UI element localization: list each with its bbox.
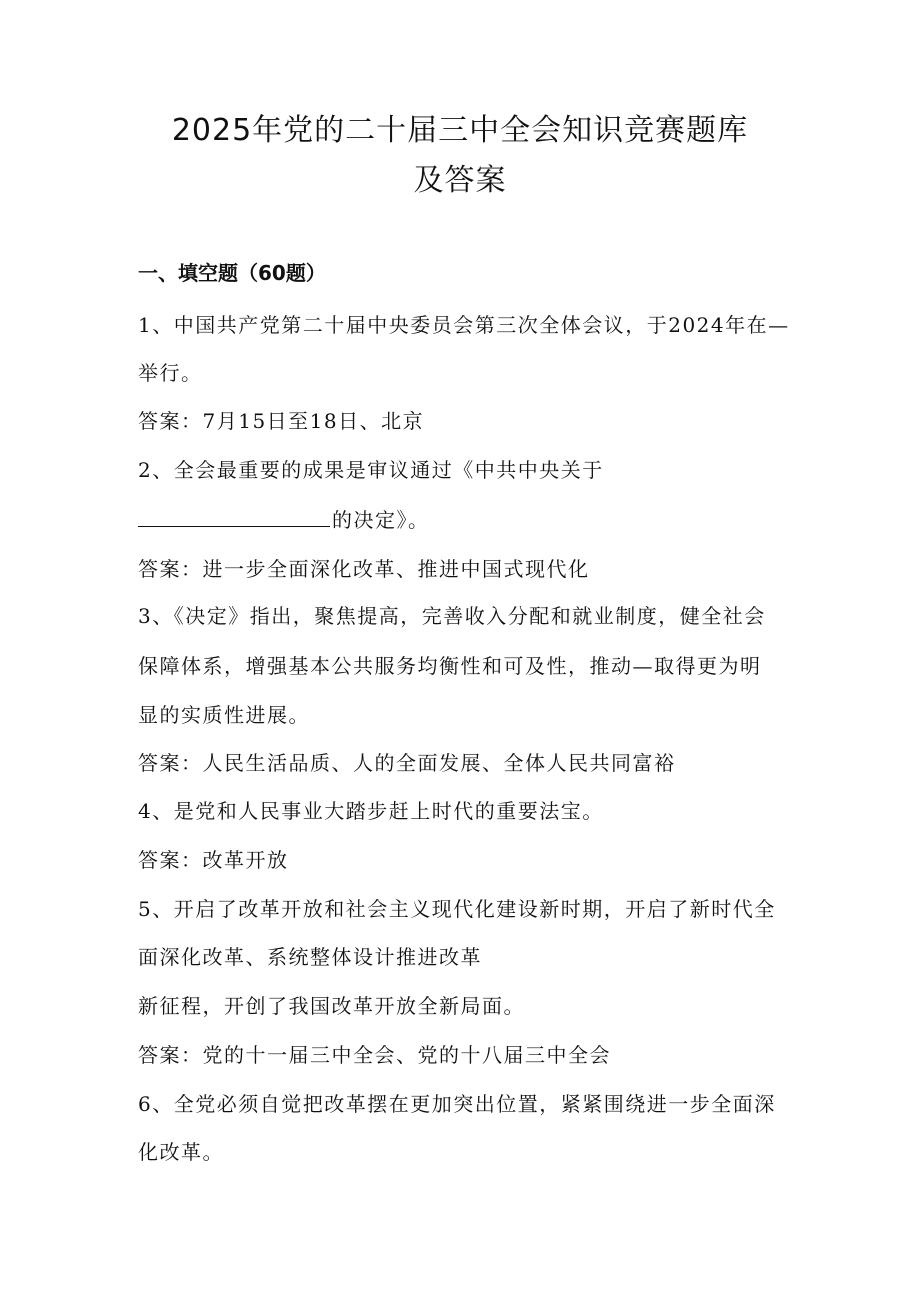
- answer-5: 答案：党的十一届三中全会、党的十八届三中全会: [138, 1043, 611, 1067]
- answer-4: 答案：改革开放: [138, 848, 289, 872]
- question-1-line-2: 举行。: [138, 361, 203, 385]
- fill-in-blank: [138, 508, 330, 527]
- question-5-line-2: 面深化改革、系统整体设计推进改革: [138, 945, 482, 969]
- question-2-suffix: 的决定》。: [332, 508, 430, 532]
- question-3-line-2: 保障体系，增强基本公共服务均衡性和可及性，推动—取得更为明: [138, 654, 762, 678]
- section-heading: 一、填空题（60题）: [138, 261, 326, 285]
- question-3-line-1: 3、《决定》指出，聚焦提高，完善收入分配和就业制度，健全社会: [138, 604, 766, 628]
- answer-3: 答案：人民生活品质、人的全面发展、全体人民共同富裕: [138, 751, 676, 775]
- question-4-line-1: 4、是党和人民事业大踏步赶上时代的重要法宝。: [138, 799, 604, 823]
- answer-1: 答案：7月15日至18日、北京: [138, 409, 425, 433]
- document-title-line2: 及答案: [413, 163, 507, 198]
- question-6-line-1: 6、全党必须自觉把改革摆在更加突出位置，紧紧围绕进一步全面深: [138, 1092, 776, 1116]
- question-2-line-1: 2、全会最重要的成果是审议通过《中共中央关于: [138, 458, 604, 482]
- answer-2: 答案：进一步全面深化改革、推进中国式现代化: [138, 557, 590, 581]
- question-6-line-2: 化改革。: [138, 1140, 224, 1164]
- question-2-line-2: [138, 505, 788, 535]
- question-1-line-1: 1、中国共产党第二十届中央委员会第三次全体会议，于2024年在—: [138, 313, 790, 337]
- document-title-line1: 2025年党的二十届三中全会知识竞赛题库: [171, 113, 749, 148]
- question-5-line-1: 5、开启了改革开放和社会主义现代化建设新时期，开启了新时代全: [138, 897, 776, 921]
- question-5-line-3: 新征程，开创了我国改革开放全新局面。: [138, 994, 525, 1018]
- question-3-line-3: 显的实质性进展。: [138, 703, 310, 727]
